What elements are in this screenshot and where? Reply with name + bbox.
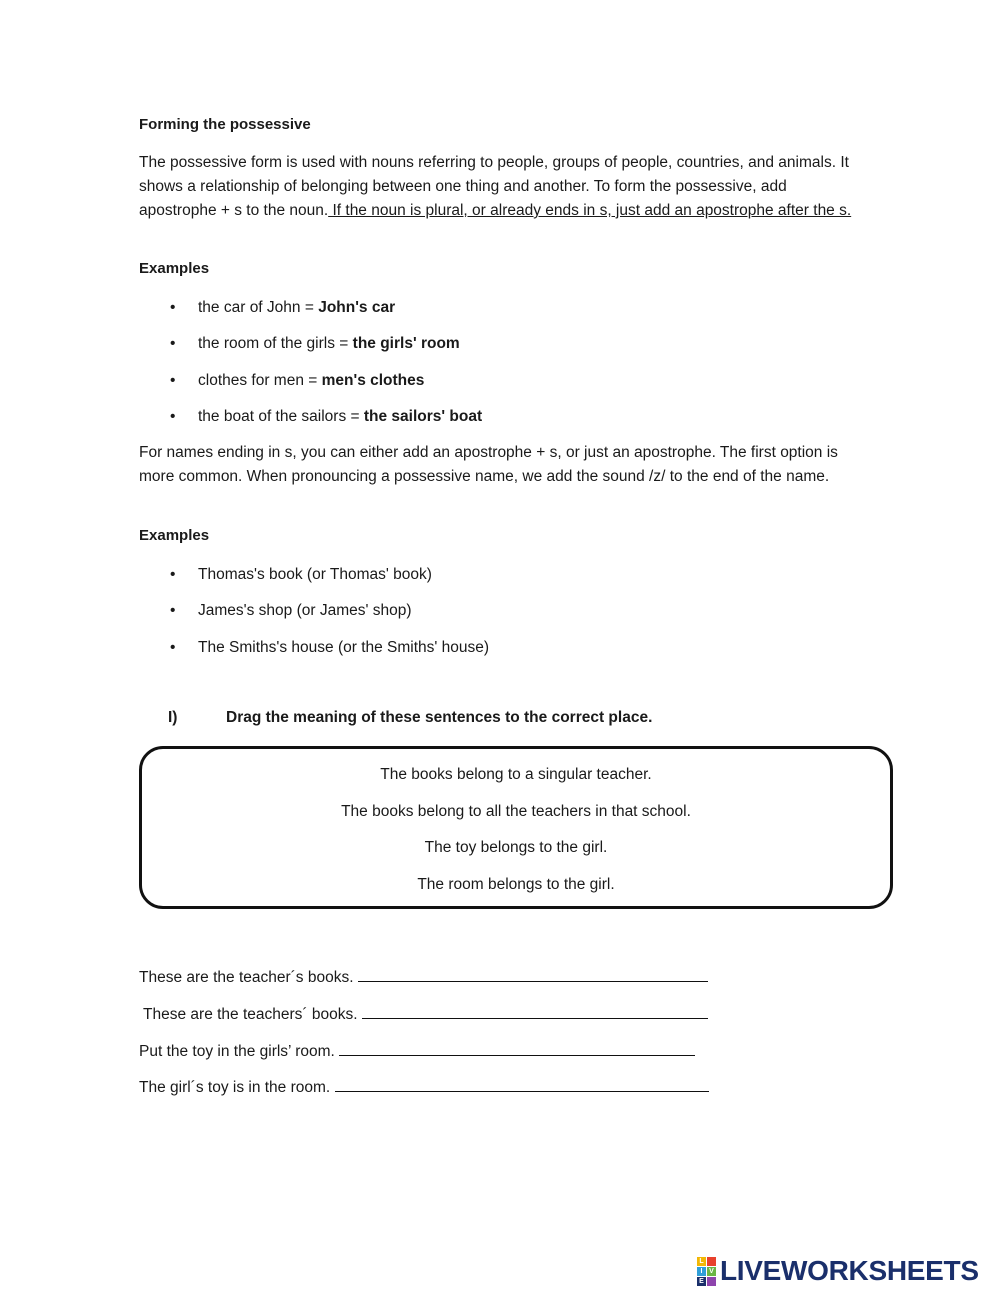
drag-option[interactable]: The room belongs to the girl. bbox=[417, 876, 615, 893]
drag-option[interactable]: The books belong to all the teachers in that school. bbox=[341, 803, 691, 820]
list-item: • The Smiths's house (or the Smiths' house) bbox=[170, 636, 489, 660]
bullet-icon: • bbox=[170, 566, 176, 583]
sentence-row bbox=[139, 1040, 695, 1064]
page-title: Forming the possessive bbox=[139, 116, 311, 133]
list-item: • the car of John = John's car bbox=[170, 296, 395, 320]
answer-drop-zone[interactable] bbox=[335, 1076, 709, 1092]
list-item: • the room of the girls = the girls' room bbox=[170, 332, 460, 356]
examples-heading-2: Examples bbox=[139, 527, 210, 544]
answer-drop-zone[interactable] bbox=[362, 1003, 708, 1019]
sentence-row bbox=[139, 966, 708, 990]
logo-text: LIVEWORKSHEETS bbox=[720, 1255, 979, 1286]
sentence-row bbox=[139, 1003, 708, 1027]
sentence-text: The girl´s toy is in the room. bbox=[139, 1079, 331, 1096]
answer-drop-zone[interactable] bbox=[358, 966, 708, 982]
names-paragraph: For names ending in s, you can either add an apostrophe + s, or just an apostrophe. The first option is more common. When pronouncing a possessive name, we add the sound /z/ to the end of the name. bbox=[139, 444, 838, 485]
sentence-row bbox=[139, 1076, 709, 1100]
task-number: I) bbox=[168, 709, 178, 726]
liveworksheets-logo bbox=[697, 1253, 979, 1289]
sentence-text: These are the teachers´ books. bbox=[139, 1006, 358, 1023]
logo-mark-icon: L I V E bbox=[697, 1257, 716, 1286]
bullet-icon: • bbox=[170, 372, 176, 389]
examples-heading-1: Examples bbox=[139, 260, 210, 277]
drag-option[interactable]: The toy belongs to the girl. bbox=[424, 839, 608, 856]
list-item: • Thomas's book (or Thomas' book) bbox=[170, 563, 432, 587]
task-text: Drag the meaning of these sentences to the correct place. bbox=[226, 709, 653, 726]
bullet-icon: • bbox=[170, 299, 176, 316]
intro-paragraph bbox=[139, 151, 859, 223]
sentence-text: These are the teacher´s books. bbox=[139, 969, 354, 986]
task-instruction bbox=[168, 709, 652, 727]
list-item: • James's shop (or James' shop) bbox=[170, 599, 412, 623]
list-item: • clothes for men = men's clothes bbox=[170, 369, 424, 393]
drag-options-box bbox=[139, 746, 893, 909]
intro-underlined-text: If the noun is plural, or already ends in s, just add an apostrophe after the s. bbox=[328, 202, 852, 219]
bullet-icon: • bbox=[170, 408, 176, 425]
list-item: • the boat of the sailors = the sailors' boat bbox=[170, 405, 482, 429]
bullet-icon: • bbox=[170, 639, 176, 656]
bullet-icon: • bbox=[170, 335, 176, 352]
intro-text: The possessive form is used with nouns referring to people, groups of people, countries, and animals. It shows a relationship of belonging between one thing and another. To form the possessive, add apostrophe + s to the noun. bbox=[139, 154, 849, 219]
sentence-text: Put the toy in the girls’ room. bbox=[139, 1043, 335, 1060]
bullet-icon: • bbox=[170, 602, 176, 619]
drag-option[interactable]: The books belong to a singular teacher. bbox=[380, 766, 652, 783]
answer-drop-zone[interactable] bbox=[339, 1040, 695, 1056]
